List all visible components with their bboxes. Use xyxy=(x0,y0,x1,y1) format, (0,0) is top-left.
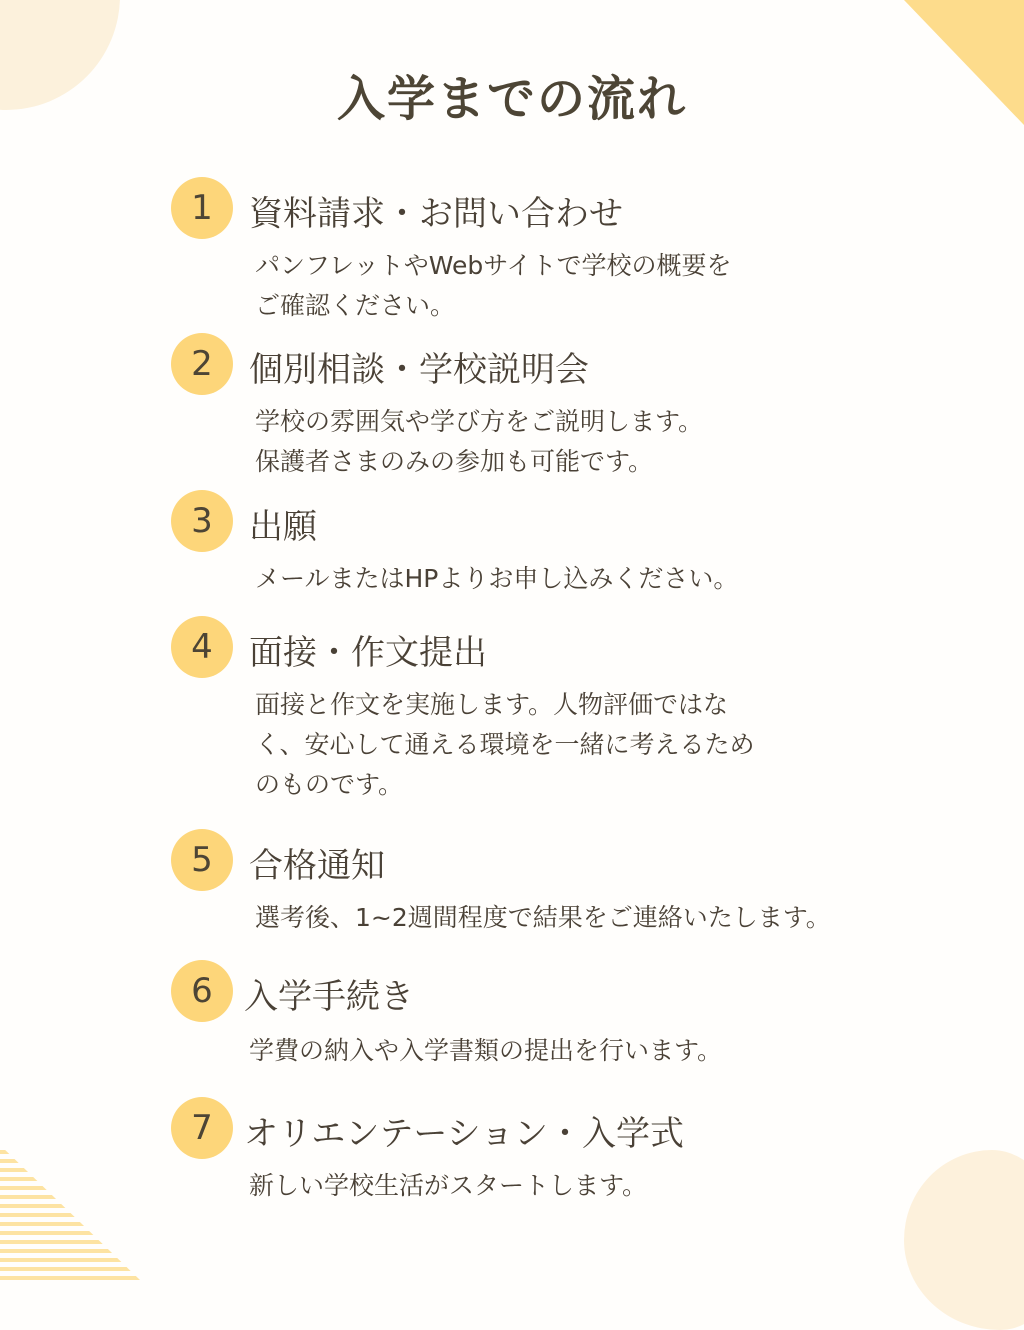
step-description-line: 保護者さまのみの参加も可能です。 xyxy=(255,447,654,476)
step-title: 出願 xyxy=(249,507,317,547)
step-number-badge: 7 xyxy=(171,1097,233,1159)
step-description-line: 学校の雰囲気や学び方をご説明します。 xyxy=(255,407,704,436)
step-number-badge: 2 xyxy=(171,333,233,395)
step-description-line: 面接と作文を実施します。人物評価ではな xyxy=(255,690,729,719)
step-description-line: のものです。 xyxy=(255,770,404,799)
decorative-blob-bottom-right xyxy=(904,1150,1024,1330)
step-title: 資料請求・お問い合わせ xyxy=(249,194,623,234)
step-description-line: ご確認ください。 xyxy=(255,291,456,320)
step-description-line: パンフレットやWebサイトで学校の概要を xyxy=(255,251,732,280)
step-title: オリエンテーション・入学式 xyxy=(244,1114,684,1154)
step-description-line: 学費の納入や入学書類の提出を行います。 xyxy=(249,1036,723,1065)
step-number-badge: 5 xyxy=(171,829,233,891)
step-description-line: 新しい学校生活がスタートします。 xyxy=(249,1171,648,1200)
step-description-line: く、安心して通える環境を一緒に考えるため xyxy=(255,730,755,759)
decorative-stripes-bottom-left xyxy=(0,1145,140,1280)
step-number-badge: 1 xyxy=(171,177,233,239)
step-number-badge: 4 xyxy=(171,616,233,678)
step-description-line: 選考後、1~2週間程度で結果をご連絡いたします。 xyxy=(255,903,831,932)
step-number-badge: 3 xyxy=(171,490,233,552)
step-title: 入学手続き xyxy=(244,977,414,1017)
step-title: 個別相談・学校説明会 xyxy=(249,350,589,390)
step-title: 合格通知 xyxy=(249,846,385,886)
step-number-badge: 6 xyxy=(171,960,233,1022)
step-description-line: メールまたはHPよりお申し込みください。 xyxy=(255,564,739,593)
page-title: 入学までの流れ xyxy=(336,71,687,127)
step-title: 面接・作文提出 xyxy=(249,633,487,673)
